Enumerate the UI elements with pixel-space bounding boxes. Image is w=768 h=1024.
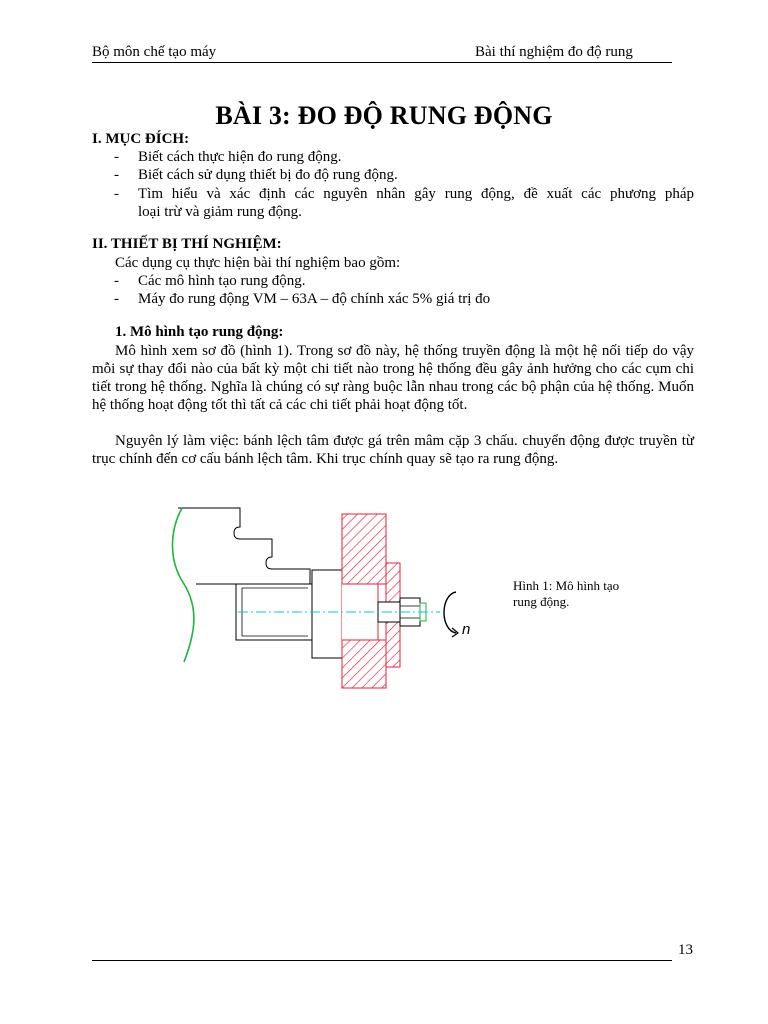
bullet-dash: -: [114, 273, 119, 289]
bullet-dash: -: [114, 167, 119, 183]
list-item: Tìm hiểu và xác định các nguyên nhân gây rung động, đề xuất các phương pháp: [138, 186, 694, 202]
rotation-label: n: [462, 621, 471, 638]
subsection-heading: 1. Mô hình tạo rung động:: [115, 324, 284, 340]
rotation-arrow: [444, 592, 456, 633]
list-item-continuation: loại trừ và giảm rung động.: [138, 204, 302, 220]
section-heading-purpose: I. MỤC ĐÍCH:: [92, 131, 190, 147]
bullet-dash: -: [114, 291, 119, 307]
paragraph-text: Nguyên lý làm việc: bánh lệch tâm được gá trên mâm cặp 3 chấu. chuyển động được truyền từ trục chính đến cơ cấu bánh lệch tâm. Khi trục chính quay sẽ tạo ra rung động.: [92, 433, 694, 467]
break-line: [173, 508, 194, 662]
paragraph-text: Mô hình xem sơ đồ (hình 1). Trong sơ đồ này, hệ thống truyền động là một hệ nối tiếp do vậy mỗi sự thay đổi nào của bất kỳ một chi tiết nào trong hệ thống đều gây ảnh hưởng cho các cụm chi tiết trong hệ thống. Nghĩa là chúng có sự ràng buộc lẫn nhau trong các bộ phận của hệ thống. Muốn hệ thống hoạt động tốt thì tất cả các chi tiết phải hoạt động tốt.: [92, 343, 694, 413]
shaft-hub: [312, 570, 342, 658]
header-department: Bộ môn chế tạo máy: [92, 44, 217, 60]
list-item: Biết cách sử dụng thiết bị đo độ rung động.: [138, 167, 398, 183]
list-item: Các mô hình tạo rung động.: [138, 273, 306, 289]
page-title: BÀI 3: ĐO ĐỘ RUNG ĐỘNG: [215, 101, 553, 130]
bullet-dash: -: [114, 186, 119, 202]
section-intro: Các dụng cụ thực hiện bài thí nghiệm bao gồm:: [115, 255, 401, 271]
list-item: Máy đo rung động VM – 63A – độ chính xác 5% giá trị đo: [138, 291, 491, 307]
section-heading-equipment: II. THIẾT BỊ THÍ NGHIỆM:: [92, 236, 282, 252]
spindle-housing-outline: [178, 508, 310, 584]
figure-caption: Hình 1: Mô hình tạo rung động.: [513, 578, 620, 609]
page-number: 13: [678, 942, 693, 958]
bullet-dash: -: [114, 149, 119, 165]
header-document-title: Bài thí nghiệm đo độ rung: [475, 44, 633, 60]
footer-rule: [92, 960, 672, 961]
list-item: Biết cách thực hiện đo rung động.: [138, 149, 342, 165]
